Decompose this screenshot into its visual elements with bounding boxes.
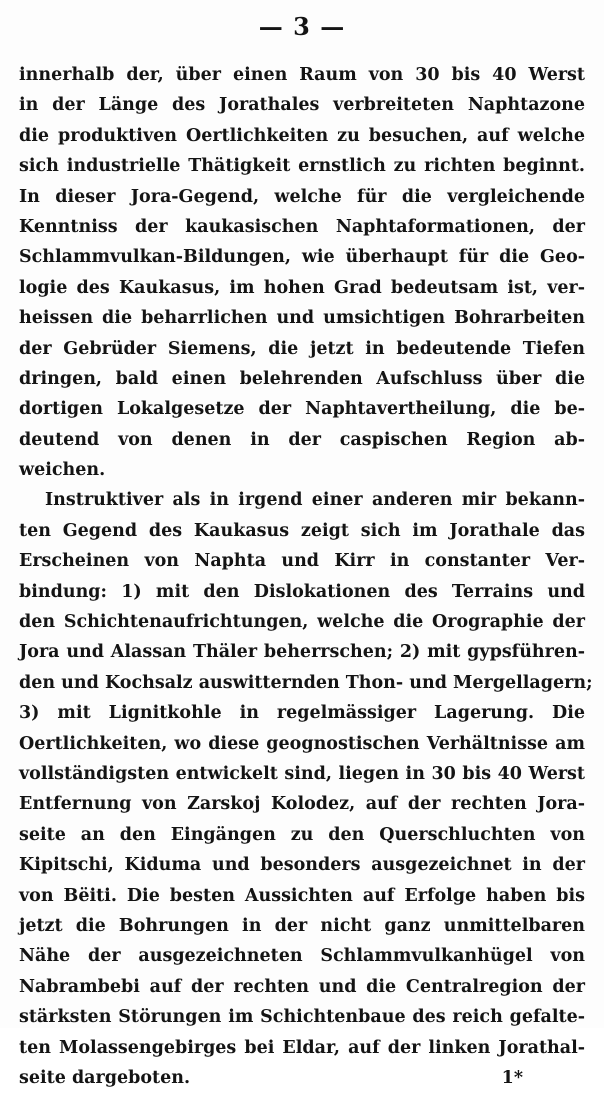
page-number: — 3 — — [258, 12, 346, 41]
text-line-23: Oertlichkeiten, wo diese geognostischen Verhältnisse am — [19, 733, 585, 754]
text-line-28: von Bëiti. Die besten Aussichten auf Erfolge haben bis — [19, 885, 585, 906]
text-line-11: dringen, bald einen belehrenden Aufschluss über die — [19, 368, 585, 389]
text-line-25: Entfernung von Zarskoj Kolodez, auf der rechten Jora- — [19, 794, 585, 815]
text-line-4: sich industrielle Thätigkeit ernstlich zu richten beginnt. — [19, 156, 585, 177]
text-line-33: ten Molassengebirges bei Eldar, auf der linken Jorathal- — [19, 1037, 585, 1058]
text-line-16: ten Gegend des Kaukasus zeigt sich im Jorathale das — [19, 520, 585, 541]
text-line-14: weichen. — [19, 460, 106, 481]
text-line-20: Jora und Alassan Thäler beherrschen; 2) mit gypsführen- — [19, 642, 585, 663]
body-text — [19, 60, 593, 1093]
text-line-17: Erscheinen von Naphta und Kirr in constanter Ver- — [19, 551, 585, 572]
final-line — [19, 1063, 585, 1093]
text-line-22: 3) mit Lignitkohle in regelmässiger Lagerung. Die — [19, 703, 585, 724]
text-line-21: den und Kochsalz auswitternden Thon- und Mergellagern; — [19, 672, 593, 693]
text-line-27: Kipitschi, Kiduma und besonders ausgezeichnet in der — [19, 855, 585, 876]
text-line-6: Kenntniss der kaukasischen Naphtaformationen, der — [19, 216, 585, 237]
text-line-18: bindung: 1) mit den Dislokationen des Terrains und — [19, 581, 585, 602]
text-line-8: logie des Kaukasus, im hohen Grad bedeutsam ist, ver- — [19, 277, 585, 298]
text-line-10: der Gebrüder Siemens, die jetzt in bedeutende Tiefen — [19, 338, 585, 359]
signature-mark: 1* — [501, 1067, 523, 1088]
text-line-1: innerhalb der, über einen Raum von 30 bis 40 Werst — [19, 65, 585, 85]
text-line-2: in der Länge des Jorathales verbreiteten Naphtazone — [19, 95, 585, 116]
text-line-31: Nabrambebi auf der rechten und die Centralregion der — [19, 976, 585, 997]
text-line-9: heissen die beharrlichen und umsichtigen Bohrarbeiten — [19, 308, 585, 329]
text-line-15: Instruktiver als in irgend einer anderen mir bekann- — [45, 490, 585, 511]
final-text: seite dargeboten. — [19, 1067, 191, 1088]
text-line-29: jetzt die Bohrungen in der nicht ganz unmittelbaren — [19, 915, 585, 936]
text-line-32: stärksten Störungen im Schichtenbaue des reich gefalte- — [19, 1007, 585, 1028]
text-line-5: In dieser Jora-Gegend, welche für die vergleichende — [19, 186, 585, 207]
text-line-13: deutend von denen in der caspischen Region ab- — [19, 429, 585, 450]
text-line-30: Nähe der ausgezeichneten Schlammvulkanhügel von — [19, 946, 585, 967]
text-line-19: den Schichtenaufrichtungen, welche die Orographie der — [19, 612, 585, 633]
text-line-24: vollständigsten entwickelt sind, liegen in 30 bis 40 Werst — [19, 763, 585, 784]
text-line-26: seite an den Eingängen zu den Querschluchten von — [19, 824, 585, 845]
text-line-7: Schlammvulkan-Bildungen, wie überhaupt für die Geo- — [19, 247, 585, 268]
text-line-3: die produktiven Oertlichkeiten zu besuchen, auf welche — [19, 125, 585, 146]
text-line-12: dortigen Lokalgesetze der Naphtavertheilung, die be- — [19, 399, 585, 420]
